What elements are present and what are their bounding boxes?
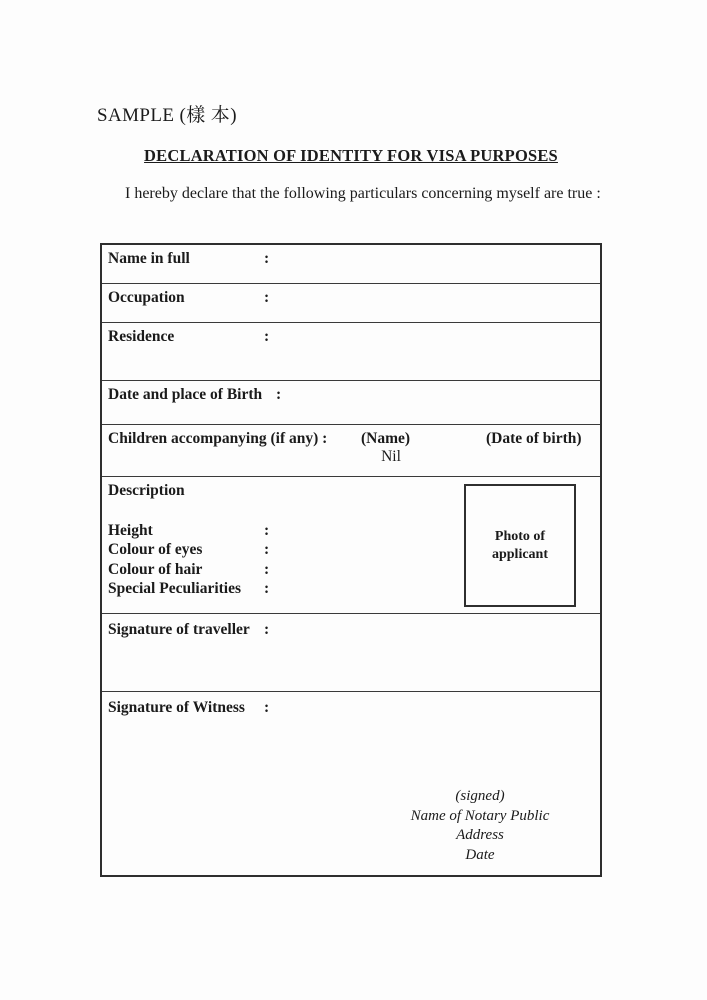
notary-address: Address <box>456 827 504 843</box>
children-nil-value: Nil <box>381 448 401 465</box>
description-heading: Description <box>108 482 185 499</box>
signature-witness-colon: : <box>264 699 270 716</box>
description-list <box>108 521 269 598</box>
occupation-colon: : <box>264 289 270 306</box>
sample-label: SAMPLE (樣 本) <box>97 105 237 126</box>
row-name-in-full <box>102 245 600 283</box>
notary-name: Name of Notary Public <box>410 807 550 824</box>
photo-box-line1: Photo of <box>494 529 546 544</box>
height-colon: : <box>264 522 270 539</box>
document-title: DECLARATION OF IDENTITY FOR VISA PURPOSES <box>144 146 558 165</box>
children-label: Children accompanying (if any) : <box>108 430 328 447</box>
row-children-accompanying <box>102 424 600 476</box>
special-peculiarities-label: Special Peculiarities <box>108 579 242 597</box>
children-dob-header: (Date of birth) <box>486 430 582 447</box>
photo-of-applicant-box <box>464 484 576 607</box>
children-name-header: (Name) <box>361 430 411 447</box>
signature-traveller-colon: : <box>264 621 270 638</box>
colour-of-hair-item <box>108 560 269 579</box>
colour-of-hair-label: Colour of hair <box>108 560 203 578</box>
height-item <box>108 521 269 540</box>
row-description <box>102 476 600 613</box>
colour-of-hair-colon: : <box>264 560 270 578</box>
birth-colon: : <box>276 386 282 403</box>
height-label: Height <box>108 522 153 539</box>
row-date-place-of-birth <box>102 380 600 424</box>
row-residence <box>102 322 600 380</box>
residence-colon: : <box>264 328 270 345</box>
row-occupation <box>102 283 600 322</box>
name-in-full-label: Name in full <box>108 250 190 267</box>
colour-of-eyes-colon: : <box>264 541 270 559</box>
declaration-form-table <box>100 243 602 877</box>
row-signature-of-traveller <box>102 613 600 691</box>
name-in-full-colon: : <box>264 250 270 267</box>
special-peculiarities-item <box>108 579 269 598</box>
notary-block <box>378 787 582 865</box>
notary-signed: (signed) <box>455 788 505 804</box>
special-peculiarities-colon: : <box>264 579 270 597</box>
residence-label: Residence <box>108 328 175 345</box>
colour-of-eyes-item <box>108 540 269 559</box>
row-signature-of-witness <box>102 691 600 875</box>
photo-box-line2: applicant <box>491 546 548 562</box>
occupation-label: Occupation <box>108 289 185 306</box>
signature-witness-label: Signature of Witness <box>108 699 245 716</box>
notary-date: Date <box>465 846 495 863</box>
signature-traveller-label: Signature of traveller <box>108 621 250 638</box>
birth-label: Date and place of Birth <box>108 386 263 403</box>
declaration-intro: I hereby declare that the following particulars concerning myself are true : <box>125 185 601 202</box>
colour-of-eyes-label: Colour of eyes <box>108 541 203 559</box>
